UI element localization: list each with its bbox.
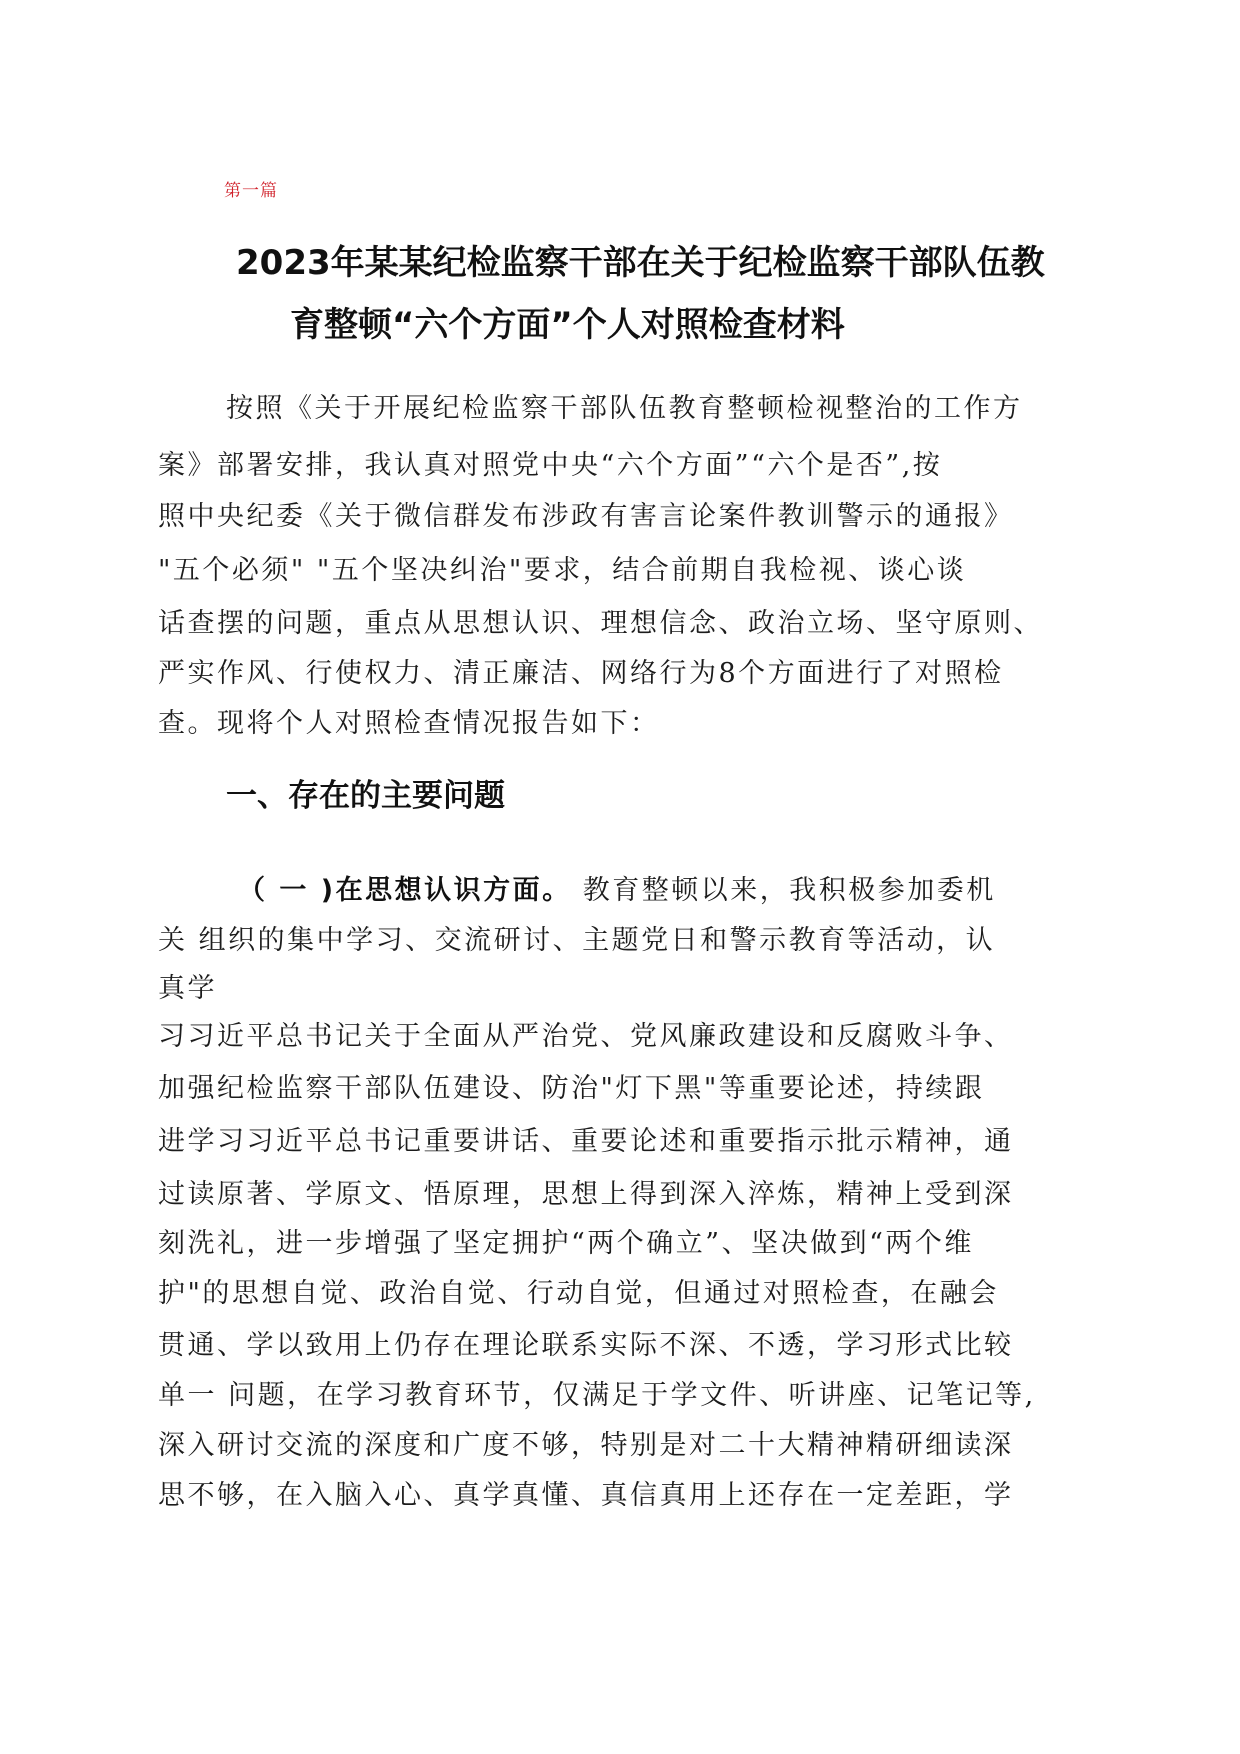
intro-line: 按照《关于开展纪检监察干部队伍教育整顿检视整治的工作方 — [226, 393, 1023, 424]
title-line-1: 2023年某某纪检监察干部在关于纪检监察干部队伍教 — [236, 243, 1045, 283]
section-heading: 一、存在的主要问题 — [226, 778, 505, 814]
body-line: 进学习习近平总书记重要讲话、重要论述和重要指示批示精神，通 — [158, 1126, 1014, 1157]
intro-line: 查。现将个人对照检查情况报告如下： — [158, 708, 660, 739]
body-line: 过读原著、学原文、悟原理，思想上得到深入淬炼，精神上受到深 — [158, 1179, 1014, 1210]
intro-line: 严实作风、行使权力、清正廉洁、网络行为8个方面进行了对照检 — [158, 658, 1004, 689]
body-line: 深入研讨交流的深度和广度不够，特别是对二十大精神精研细读深 — [158, 1430, 1014, 1461]
body-line: 真学 — [158, 973, 217, 1004]
body-line: 贯通、学以致用上仍存在理论联系实际不深、不透，学习形式比较 — [158, 1330, 1014, 1361]
intro-line: "五个必须" "五个坚决纠治"要求，结合前期自我检视、谈心谈 — [158, 555, 967, 586]
body-line: 单一 问题，在学习教育环节，仅满足于学文件、听讲座、记笔记等, — [158, 1380, 1036, 1411]
intro-line: 案》部署安排，我认真对照党中央“六个方面”“六个是否”,按 — [158, 450, 943, 481]
section-label: 第一篇 — [224, 181, 278, 201]
document-title — [160, 232, 1080, 356]
title-line-2: 育整顿“六个方面”个人对照检查材料 — [290, 305, 845, 345]
subsection-label: （ 一 )在思想认识方面。 — [238, 875, 572, 906]
body-line: 习习近平总书记关于全面从严治党、党风廉政建设和反腐败斗争、 — [158, 1021, 1014, 1052]
body-line: 思不够，在入脑入心、真学真懂、真信真用上还存在一定差距，学 — [158, 1480, 1014, 1511]
body-line: 护"的思想自觉、政治自觉、行动自觉，但通过对照检查，在融会 — [158, 1278, 999, 1309]
subsection-first-line — [238, 868, 996, 907]
body-line: 关 组织的集中学习、交流研讨、主题党日和警示教育等活动，认 — [158, 925, 996, 956]
body-line: 加强纪检监察干部队伍建设、防治"灯下黑"等重要论述，持续跟 — [158, 1073, 985, 1104]
intro-line: 话查摆的问题，重点从思想认识、理想信念、政治立场、坚守原则、 — [158, 608, 1043, 639]
body-line: 刻洗礼，进一步增强了坚定拥护“两个确立”、坚决做到“两个维 — [158, 1228, 974, 1259]
subsection-first-line-text: 教育整顿以来，我积极参加委机 — [571, 875, 996, 906]
intro-line: 照中央纪委《关于微信群发布涉政有害言论案件教训警示的通报》 — [158, 501, 1014, 532]
